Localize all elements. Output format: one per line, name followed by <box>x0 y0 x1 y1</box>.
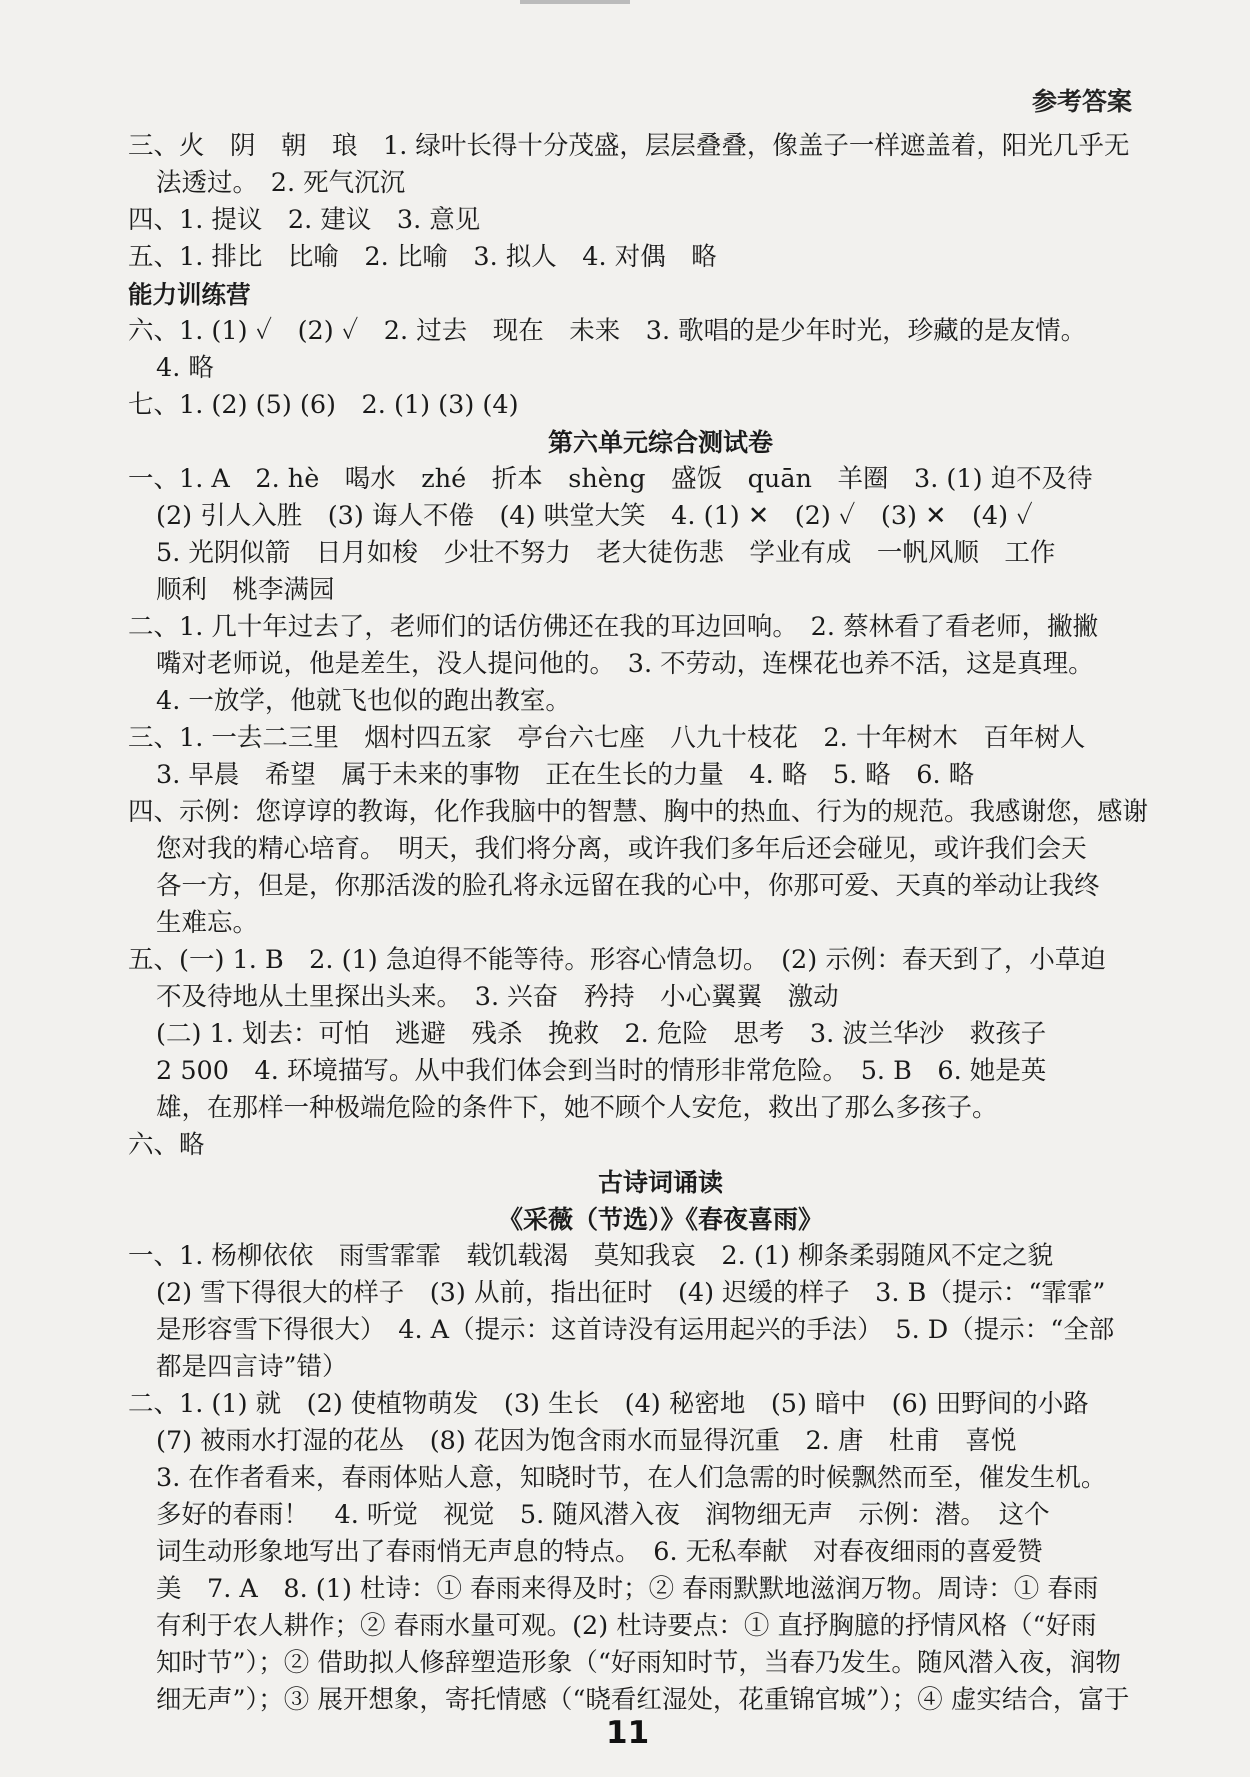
answer-line: 4. 略 <box>156 353 214 383</box>
answer-line: 一、1. 杨柳依依 雨雪霏霏 载饥载渴 莫知我哀 2. (1) 柳条柔弱随风不定之貌 <box>128 1241 1054 1271</box>
answer-line: 三、火 阴 朝 琅 1. 绿叶长得十分茂盛，层层叠叠，像盖子一样遮盖着，阳光几乎无 <box>128 131 1130 161</box>
answer-line: 多好的春雨！ 4. 听觉 视觉 5. 随风潜入夜 润物细无声 示例：潜。 这个 <box>156 1500 1050 1530</box>
poem-titles-heading: 《采薇（节选）》《春夜喜雨》 <box>497 1205 823 1234</box>
section-heading-ability-camp: 能力训练营 <box>128 280 251 309</box>
running-head: 参考答案 <box>1031 87 1132 116</box>
answer-line: 七、1. (2) (5) (6) 2. (1) (3) (4) <box>128 390 519 420</box>
answer-line: 美 7. A 8. (1) 杜诗：① 春雨来得及时；② 春雨默默地滋润万物。周诗：① 春雨 <box>156 1574 1099 1604</box>
answer-line: 六、1. (1) ✓ (2) ✓ 2. 过去 现在 未来 3. 歌唱的是少年时光，珍藏的是友情。 <box>128 316 1087 346</box>
answer-line: (2) 引人入胜 (3) 诲人不倦 (4) 哄堂大笑 4. (1) ✕ (2) ✓ (3) ✕ (4) ✓ <box>156 501 1033 531</box>
ancient-poetry-heading: 古诗词诵读 <box>597 1168 723 1197</box>
answer-line: 词生动形象地写出了春雨悄无声息的特点。 6. 无私奉献 对春夜细雨的喜爱赞 <box>156 1537 1043 1567</box>
answer-content <box>128 128 1149 1719</box>
answer-line: (7) 被雨水打湿的花丛 (8) 花因为饱含雨水而显得沉重 2. 唐 杜甫 喜悦 <box>156 1426 1017 1456</box>
answer-line: 5. 光阴似箭 日月如梭 少壮不努力 老大徒伤悲 学业有成 一帆风顺 工作 <box>156 538 1056 568</box>
answer-line: 2 500 4. 环境描写。从中我们体会到当时的情形非常危险。 5. B 6. 她是英 <box>156 1056 1047 1086</box>
answer-line: 六、略 <box>128 1130 205 1160</box>
answer-line: 三、1. 一去二三里 烟村四五家 亭台六七座 八九十枝花 2. 十年树木 百年树人 <box>128 723 1086 753</box>
answer-line: 法透过。 2. 死气沉沉 <box>156 168 406 198</box>
answer-line: 顺利 桃李满园 <box>156 575 335 605</box>
answer-line: (二) 1. 划去：可怕 逃避 残杀 挽救 2. 危险 思考 3. 波兰华沙 救孩子 <box>156 1019 1047 1049</box>
answer-line: 二、1. 几十年过去了，老师们的话仿佛还在我的耳边回响。 2. 蔡林看了看老师，撇撇 <box>128 612 1099 642</box>
answer-line: 四、示例：您谆谆的教诲，化作我脑中的智慧、胸中的热血、行为的规范。我感谢您，感谢 <box>128 797 1149 827</box>
answer-line: 不及待地从土里探出头来。 3. 兴奋 矜持 小心翼翼 激动 <box>156 982 839 1012</box>
answer-line: 五、(一) 1. B 2. (1) 急迫得不能等待。形容心情急切。 (2) 示例：春天到了，小草迫 <box>128 945 1106 975</box>
answer-line: 一、1. A 2. hè 喝水 zhé 折本 shèng 盛饭 quān 羊圈 3. (1) 迫不及待 <box>128 464 1093 494</box>
answer-line: 细无声”）；③ 展开想象，寄托情感（“晓看红湿处，花重锦官城”）；④ 虚实结合，富于 <box>156 1685 1130 1715</box>
answer-line: 您对我的精心培育。 明天，我们将分离，或许我们多年后还会碰见，或许我们会天 <box>156 834 1087 864</box>
answer-line: (2) 雪下得很大的样子 (3) 从前，指出征时 (4) 迟缓的样子 3. B（提示：“霏霏” <box>156 1278 1106 1308</box>
page-number: 11 <box>606 1715 650 1751</box>
answer-line: 二、1. (1) 就 (2) 使植物萌发 (3) 生长 (4) 秘密地 (5) 暗中 (6) 田野间的小路 <box>128 1389 1089 1419</box>
unit-six-test-heading: 第六单元综合测试卷 <box>547 428 773 457</box>
answer-line: 四、1. 提议 2. 建议 3. 意见 <box>128 205 481 235</box>
answer-line: 生难忘。 <box>156 908 259 938</box>
answer-line: 嘴对老师说，他是差生，没人提问他的。 3. 不劳动，连棵花也养不活，这是真理。 <box>156 649 1094 679</box>
scan-edge-mark <box>520 0 630 4</box>
answer-line: 有利于农人耕作；② 春雨水量可观。(2) 杜诗要点：① 直抒胸臆的抒情风格（“好雨 <box>156 1611 1097 1641</box>
answer-line: 都是四言诗”错） <box>156 1352 348 1382</box>
answer-line: 3. 早晨 希望 属于未来的事物 正在生长的力量 4. 略 5. 略 6. 略 <box>156 760 975 790</box>
answer-line: 3. 在作者看来，春雨体贴人意，知晓时节，在人们急需的时候飘然而至，催发生机。 <box>156 1463 1107 1493</box>
answer-line: 各一方，但是，你那活泼的脸孔将永远留在我的心中，你那可爱、天真的举动让我终 <box>156 871 1100 901</box>
answer-line: 知时节”）；② 借助拟人修辞塑造形象（“好雨知时节，当春乃发生。随风潜入夜，润物 <box>156 1648 1121 1678</box>
answer-line: 五、1. 排比 比喻 2. 比喻 3. 拟人 4. 对偶 略 <box>128 242 717 272</box>
answer-line: 4. 一放学，他就飞也似的跑出教室。 <box>156 686 571 716</box>
answer-line: 是形容雪下得很大） 4. A（提示：这首诗没有运用起兴的手法） 5. D（提示：“全部 <box>156 1315 1115 1345</box>
answer-line: 雄，在那样一种极端危险的条件下，她不顾个人安危，救出了那么多孩子。 <box>156 1093 998 1123</box>
